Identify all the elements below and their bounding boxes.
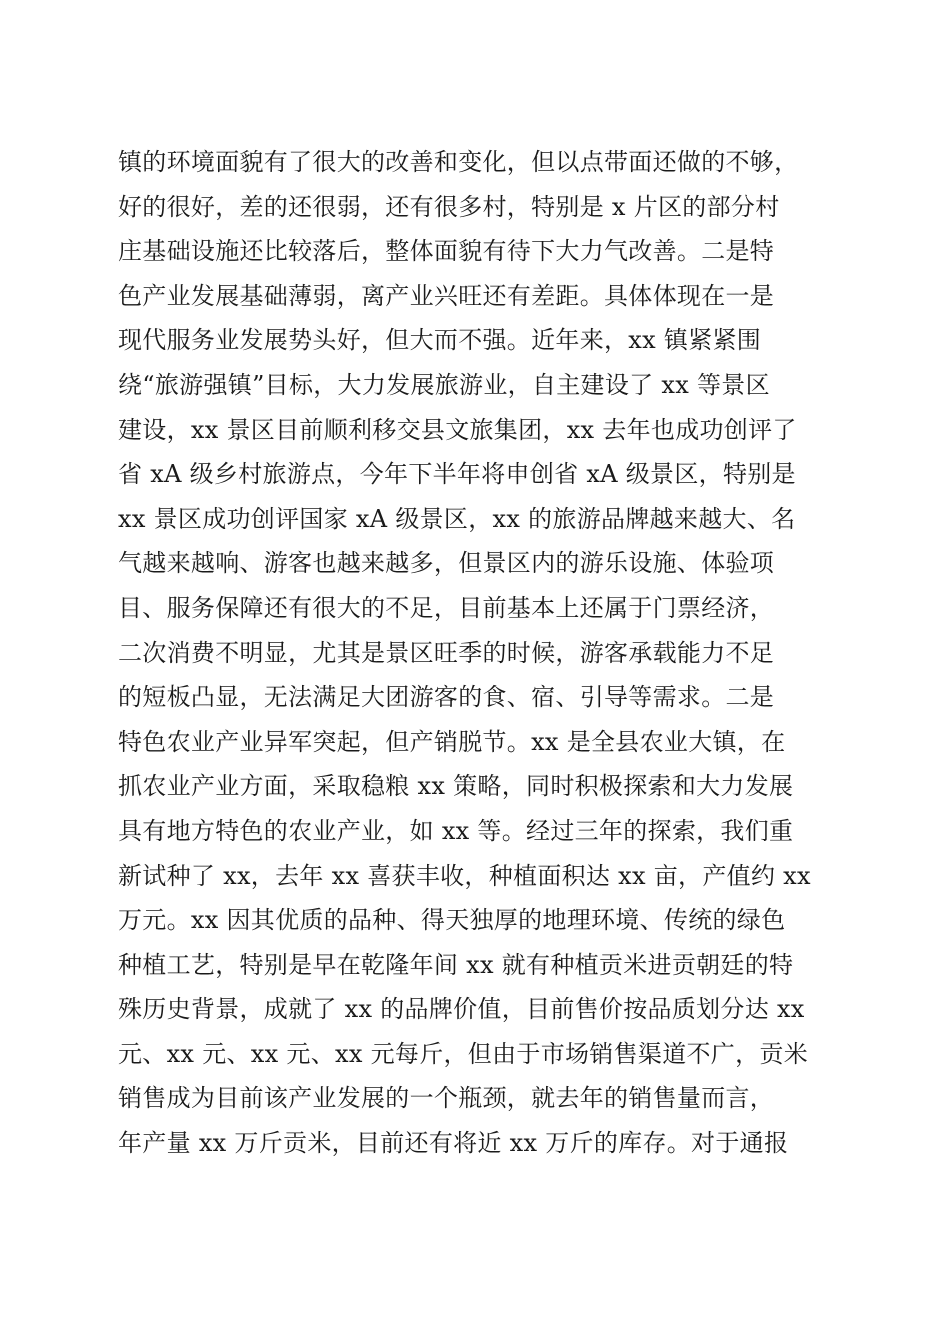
text-line: 二次消费不明显，尤其是景区旺季的时候，游客承载能力不足 xyxy=(118,638,775,667)
text-line: 气越来越响、游客也越来越多，但景区内的游乐设施、体验项 xyxy=(118,549,775,578)
text-line: 现代服务业发展势头好，但大而不强。近年来，xx 镇紧紧围 xyxy=(118,326,762,355)
text-line: xx 景区成功创评国家 xA 级景区，xx 的旅游品牌越来越大、名 xyxy=(118,504,796,533)
text-line: 新试种了 xx，去年 xx 喜获丰收，种植面积达 xx 亩，产值约 xx xyxy=(118,861,811,890)
text-line: 色产业发展基础薄弱，离产业兴旺还有差距。具体体现在一是 xyxy=(118,281,775,310)
text-line: 种植工艺，特别是早在乾隆年间 xx 就有种植贡米进贡朝廷的特 xyxy=(118,950,794,979)
text-line: 建设，xx 景区目前顺利移交县文旅集团，xx 去年也成功创评了 xyxy=(118,415,797,444)
body-paragraph xyxy=(118,140,838,1166)
text-line: 元、xx 元、xx 元、xx 元每斤，但由于市场销售渠道不广，贡米 xyxy=(118,1039,808,1068)
text-line: 特色农业产业异军突起，但产销脱节。xx 是全县农业大镇，在 xyxy=(118,727,786,756)
text-line: 省 xA 级乡村旅游点，今年下半年将申创省 xA 级景区，特别是 xyxy=(118,460,796,489)
text-line: 的短板凸显，无法满足大团游客的食、宿、引导等需求。二是 xyxy=(118,683,775,712)
text-line: 庄基础设施还比较落后，整体面貌有待下大力气改善。二是特 xyxy=(118,237,775,266)
text-line: 年产量 xx 万斤贡米，目前还有将近 xx 万斤的库存。对于通报 xyxy=(118,1129,789,1158)
text-line: 绕“旅游强镇”目标，大力发展旅游业，自主建设了 xx 等景区 xyxy=(118,370,770,399)
text-line: 殊历史背景，成就了 xx 的品牌价值，目前售价按品质划分达 xx xyxy=(118,995,805,1024)
text-line: 销售成为目前该产业发展的一个瓶颈，就去年的销售量而言， xyxy=(118,1084,775,1113)
text-line: 镇的环境面貌有了很大的改善和变化，但以点带面还做的不够， xyxy=(118,148,799,176)
text-line: 万元。xx 因其优质的品种、得天独厚的地理环境、传统的绿色 xyxy=(118,906,786,935)
text-line: 抓农业产业方面，采取稳粮 xx 策略，同时积极探索和大力发展 xyxy=(118,772,794,801)
text-line: 目、服务保障还有很大的不足，目前基本上还属于门票经济， xyxy=(118,593,775,622)
text-line: 好的很好，差的还很弱，还有很多村，特别是 x 片区的部分村 xyxy=(118,192,780,221)
text-line: 具有地方特色的农业产业，如 xx 等。经过三年的探索，我们重 xyxy=(118,816,794,845)
